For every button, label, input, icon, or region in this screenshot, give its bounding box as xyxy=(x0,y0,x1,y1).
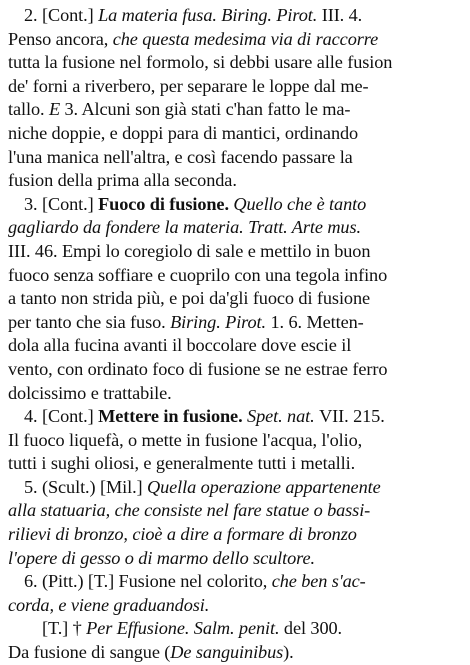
text-segment: 3. Alcuni son già stati c'han fatto le ma- xyxy=(60,99,351,120)
text-segment: Biring. Pirot. xyxy=(170,311,267,332)
text-segment: del 300. xyxy=(279,618,343,639)
text-line xyxy=(8,146,446,170)
text-line xyxy=(8,405,446,429)
text-segment: [T.] † xyxy=(42,618,87,639)
text-segment: E xyxy=(48,99,61,120)
text-segment: VII. 215. xyxy=(319,406,385,427)
text-segment: dolcissimo e trattabile. xyxy=(8,382,172,403)
text-line xyxy=(8,523,446,547)
text-line xyxy=(8,617,446,641)
text-segment: Quella operazione appartenente xyxy=(147,476,381,497)
text-line xyxy=(8,51,446,75)
text-segment: tutti i sughi oliosi, e generalmente tutti i metalli. xyxy=(8,453,356,474)
text-segment: tutta la fusione nel formolo, si debbi usare alle fusion xyxy=(8,52,393,73)
text-line xyxy=(8,334,446,358)
text-segment: Per Effusione. Salm. penit. xyxy=(86,618,280,639)
text-line xyxy=(8,287,446,311)
text-segment: ). xyxy=(283,642,294,663)
text-segment: La materia fusa. Biring. Pirot. xyxy=(98,5,318,25)
text-line xyxy=(8,28,446,52)
text-segment: fusion della prima alla seconda. xyxy=(8,170,237,191)
text-segment: corda, e viene graduandosi. xyxy=(8,594,210,615)
text-segment: rilievi di bronzo, cioè a dire a formare di bronzo xyxy=(8,524,357,545)
dictionary-entry xyxy=(8,476,446,570)
text-line xyxy=(8,216,446,240)
text-segment: gagliardo da fondere la materia. Tratt. Arte mus. xyxy=(8,217,361,238)
text-segment: che questa medesima via di raccorre xyxy=(112,28,379,49)
text-line xyxy=(8,499,446,523)
text-segment: niche doppie, e doppi para di mantici, ordinando xyxy=(8,122,359,143)
text-segment: che ben s'ac- xyxy=(271,571,366,592)
dictionary-entry xyxy=(8,4,446,193)
text-line xyxy=(8,476,446,500)
dictionary-entry xyxy=(8,617,446,664)
text-line xyxy=(8,452,446,476)
text-segment: 3. [Cont.] xyxy=(24,193,99,214)
text-segment: 1. 6. Metten- xyxy=(266,311,364,332)
text-line xyxy=(8,547,446,571)
text-segment: 2. [Cont.] xyxy=(24,5,99,25)
text-line xyxy=(8,75,446,99)
dictionary-entry xyxy=(8,570,446,617)
text-line xyxy=(8,570,446,594)
text-segment: Mettere in fusione. xyxy=(98,406,243,427)
dictionary-entry xyxy=(8,193,446,405)
text-segment: tallo. xyxy=(8,99,49,120)
text-segment: dola alla fucina avanti il boccolare dove escie il xyxy=(8,335,352,356)
text-line xyxy=(8,4,446,28)
text-segment: Quello che è tanto xyxy=(233,193,367,214)
text-segment: alla statuaria, che consiste nel fare statue o bassi- xyxy=(8,500,371,521)
text-segment: 6. (Pitt.) [T.] Fusione nel colorito, xyxy=(24,571,272,592)
text-segment: per tanto che sia fuso. xyxy=(8,311,171,332)
text-segment: vento, con ordinato foco di fusione se ne estrae ferro xyxy=(8,358,388,379)
text-line xyxy=(8,169,446,193)
text-segment: De sanguinibus xyxy=(170,642,284,663)
dictionary-entry xyxy=(8,405,446,476)
text-segment: fuoco senza soffiare e cuoprilo con una tegola infino xyxy=(8,264,388,285)
text-line xyxy=(8,311,446,335)
text-segment: 5. (Scult.) [Mil.] xyxy=(24,476,148,497)
text-line xyxy=(8,193,446,217)
text-line xyxy=(8,429,446,453)
text-segment: Fuoco di fusione. xyxy=(98,193,229,214)
text-segment: a tanto non strida più, e poi da'gli fuoco di fusione xyxy=(8,288,371,309)
text-line xyxy=(8,240,446,264)
text-line xyxy=(8,358,446,382)
text-segment: Da fusione di sangue ( xyxy=(8,642,171,663)
text-segment: Penso ancora, xyxy=(8,28,113,49)
text-line xyxy=(8,382,446,406)
text-segment: Il fuoco liquefà, o mette in fusione l'acqua, l'olio, xyxy=(8,429,363,450)
text-segment: l'opere di gesso o di marmo dello scultore. xyxy=(8,547,315,568)
text-segment: de' forni a riverbero, per separare le loppe dal me- xyxy=(8,75,369,96)
text-segment: III. 4. xyxy=(321,5,363,25)
text-line xyxy=(8,264,446,288)
text-line xyxy=(8,98,446,122)
text-segment: Empi lo coregiolo di sale e mettilo in buon xyxy=(57,240,371,261)
text-line xyxy=(8,594,446,618)
text-line xyxy=(8,122,446,146)
text-segment: III. 46. xyxy=(8,240,58,261)
text-segment: l'una manica nell'altra, e così facendo passare la xyxy=(8,146,353,167)
text-segment: Spet. nat. xyxy=(247,406,315,427)
text-segment: 4. [Cont.] xyxy=(24,406,99,427)
text-line xyxy=(8,641,446,665)
